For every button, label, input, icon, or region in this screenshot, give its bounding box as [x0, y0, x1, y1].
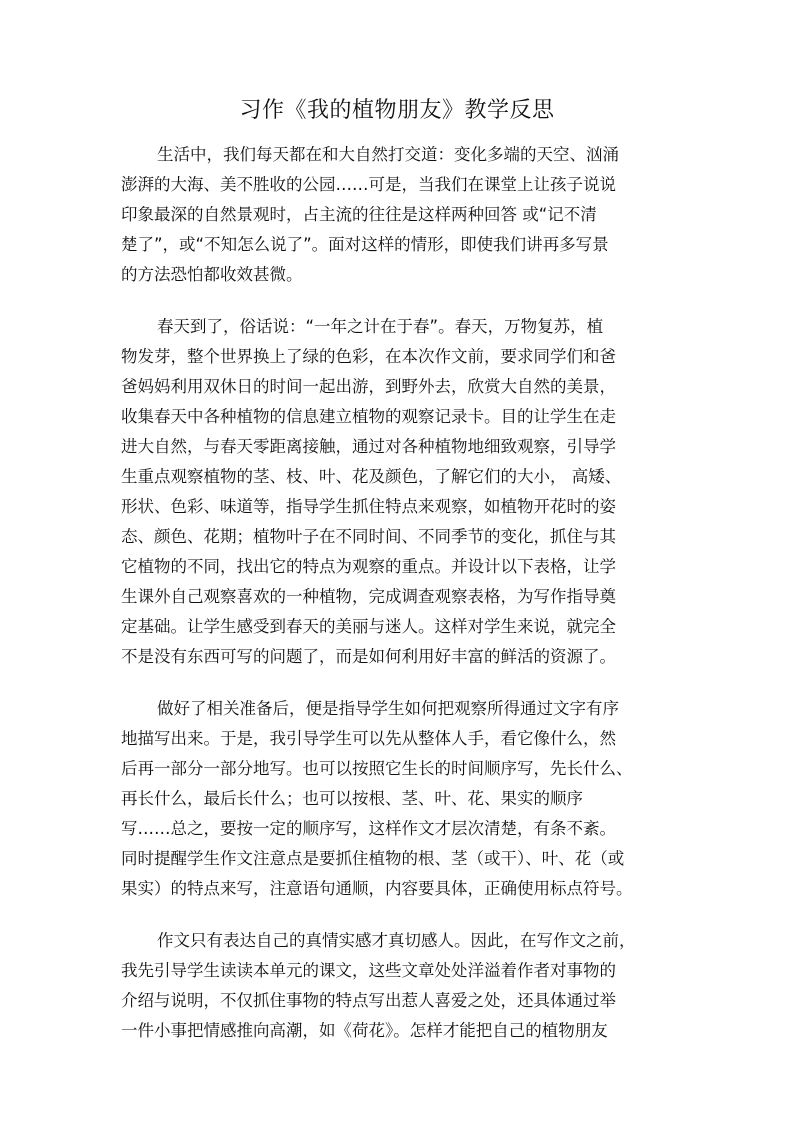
paragraph: [121, 926, 677, 1046]
paragraph-line: 作文只有表达自己的真情实感才真切感人。因此，在写作文之前，: [157, 931, 636, 950]
document-body: [121, 140, 677, 1068]
paragraph-line: 果实）的特点来写，注意语句通顺，内容要具体，正确使用标点符号。: [121, 879, 633, 898]
paragraph-line: 介绍与说明，不仅抓住事物的特点写出惹人喜爱之处，还具体通过举: [121, 991, 616, 1010]
paragraph-line: 收集春天中各种植物的信息建立植物的观察记录卡。目的让学生在走: [121, 407, 616, 426]
paragraph-line: 我先引导学生读读本单元的课文，这些文章处处洋溢着作者对事物的: [121, 961, 616, 980]
paragraph-line: 进大自然，与春天零距离接触，通过对各种植物地细致观察，引导学: [121, 437, 616, 456]
paragraph-line: 不是没有东西可写的问题了，而是如何利用好丰富的鲜活的资源了。: [121, 647, 616, 666]
paragraph-line: 生课外自己观察喜欢的一种植物，完成调查观察表格，为写作指导奠: [121, 587, 616, 606]
paragraph-line: 印象最深的自然景观时，占主流的往往是这样两种回答 或“记不清: [121, 205, 597, 224]
paragraph-line: 再长什么，最后长什么；也可以按根、茎、叶、花、果实的顺序: [121, 789, 583, 808]
paragraph-line: 地描写出来。于是，我引导学生可以先从整体人手，看它像什么，然: [121, 729, 616, 748]
paragraph-line: 澎湃的大海、美不胜收的公园……可是，当我们在课堂上让孩子说说: [121, 175, 616, 194]
paragraph-line: 定基础。让学生感受到春天的美丽与迷人。这样对学生来说，就完全: [121, 617, 616, 636]
paragraph-line: 后再一部分一部分地写。也可以按照它生长的时间顺序写，先长什么、: [121, 759, 633, 778]
paragraph-line: 春天到了，俗话说：“一年之计在于春”。春天，万物复苏，植: [157, 317, 604, 336]
paragraph-line: 楚了”，或“不知怎么说了”。面对这样的情形，即使我们讲再多写景: [121, 235, 609, 254]
paragraph: [121, 694, 677, 904]
paragraph-line: 写……总之，要按一定的顺序写，这样作文才层次清楚，有条不紊。: [121, 819, 616, 838]
document-title: 习作《我的植物朋友》教学反思: [239, 98, 555, 123]
paragraph-line: 爸妈妈利用双休日的时间一起出游，到野外去，欣赏大自然的美景，: [121, 377, 616, 396]
paragraph-line: 同时提醒学生作文注意点是要抓住植物的根、茎（或干）、叶、花（或: [121, 849, 625, 868]
paragraph-line: 的方法恐怕都收效甚微。: [121, 265, 303, 284]
paragraph-line: 做好了相关准备后，便是指导学生如何把观察所得通过文字有序: [157, 699, 619, 718]
paragraph: [121, 312, 677, 672]
paragraph-line: 形状、色彩、味道等，指导学生抓住特点来观察，如植物开花时的姿: [121, 497, 616, 516]
paragraph-line: 物发芽，整个世界换上了绿的色彩，在本次作文前，要求同学们和爸: [121, 347, 616, 366]
paragraph: [121, 140, 677, 290]
paragraph-line: 生重点观察植物的茎、枝、叶、花及颜色，了解它们的大小， 高矮、: [121, 467, 622, 486]
paragraph-line: 生活中，我们每天都在和大自然打交道：变化多端的天空、汹涌: [157, 145, 619, 164]
paragraph-line: 它植物的不同，找出它的特点为观察的重点。并设计以下表格，让学: [121, 557, 616, 576]
paragraph-line: 态、颜色、花期；植物叶子在不同时间、不同季节的变化，抓住与其: [121, 527, 616, 546]
paragraph-line: 一件小事把情感推向高潮，如《荷花》。怎样才能把自己的植物朋友: [121, 1021, 608, 1040]
